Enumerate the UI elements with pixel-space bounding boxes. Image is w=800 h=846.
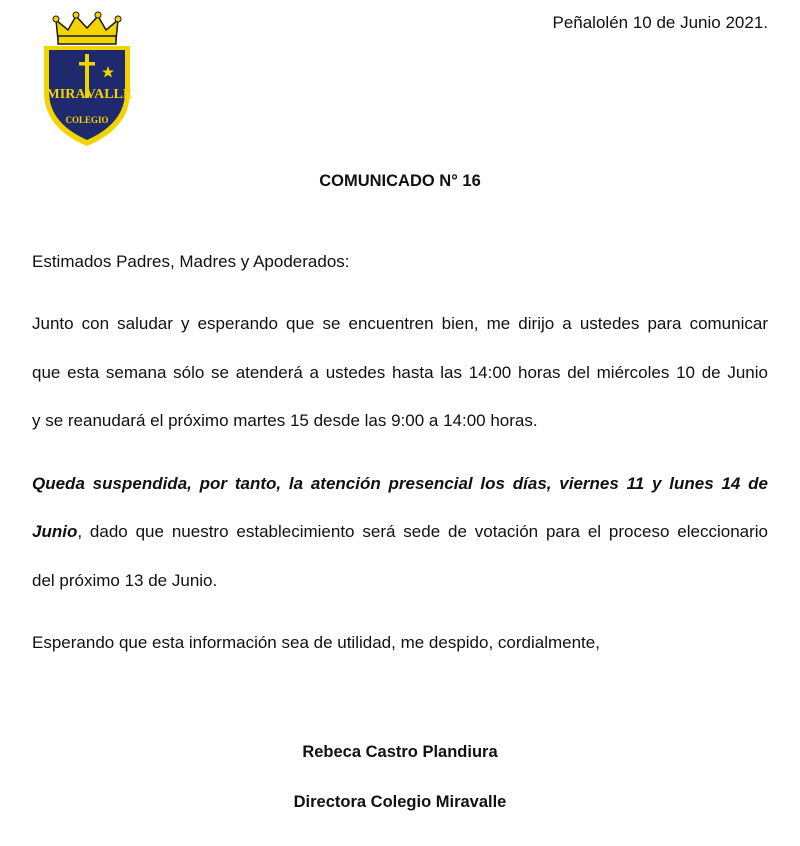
paragraph-1-line-2: que esta semana sólo se atenderá a ustedes hasta las 14:00 horas del miércoles 10 de Junio: [32, 363, 768, 382]
closing-line: Esperando que esta información sea de utilidad, me despido, cordialmente,: [32, 633, 600, 652]
crown-icon: [53, 12, 121, 44]
signature-name: Rebeca Castro Plandiura: [302, 743, 498, 761]
salutation: Estimados Padres, Madres y Apoderados:: [32, 252, 350, 271]
paragraph-1-line-1: Junto con saludar y esperando que se encuentren bien, me dirijo a ustedes para comunicar: [32, 314, 768, 333]
logo-wordmark-left: MIRA: [46, 87, 86, 102]
paragraph-2-line-1: Queda suspendida, por tanto, la atención presencial los días, viernes 11 y lunes 14 de: [32, 474, 768, 493]
paragraph-2-line-2-text: , dado que nuestro establecimiento será sede de votación para el proceso eleccionario: [77, 522, 768, 541]
paragraph-2-emphasis: Junio: [32, 522, 78, 541]
document-title: COMUNICADO N° 16: [319, 172, 481, 190]
paragraph-2-line-2: [32, 520, 768, 544]
logo-subtitle: COLEGIO: [65, 115, 109, 125]
paragraph-2-line-3: del próximo 13 de Junio.: [32, 571, 218, 590]
document-date: Peñalolén 10 de Junio 2021.: [552, 13, 768, 32]
signature-position: Directora Colegio Miravalle: [293, 793, 507, 811]
logo-wordmark-right: VALLE: [85, 87, 133, 102]
paragraph-1-line-3: y se reanudará el próximo martes 15 desde las 9:00 a 14:00 horas.: [32, 411, 538, 430]
miravalle-crest-icon: [36, 10, 138, 150]
